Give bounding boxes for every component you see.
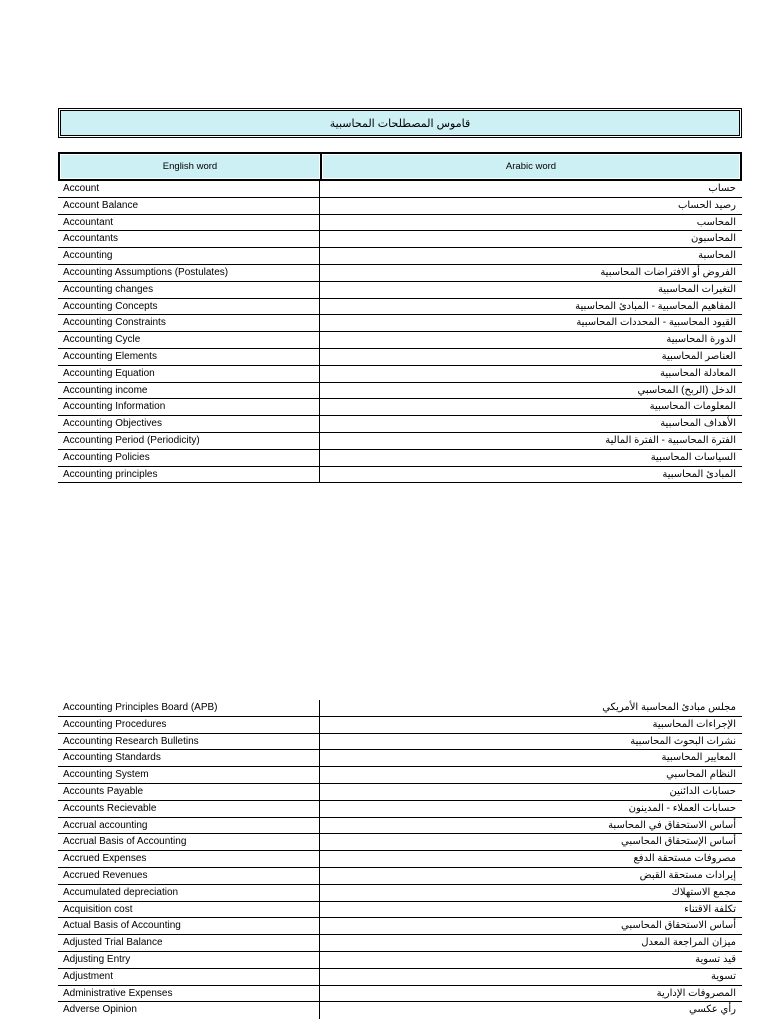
arabic-term: رصيد الحساب	[677, 199, 736, 211]
arabic-term: حسابات العملاء - المدينون	[628, 802, 736, 814]
table-row	[58, 433, 742, 450]
glossary-table-2	[58, 700, 742, 1019]
english-term: Adjustment	[58, 969, 320, 985]
table-header	[58, 152, 742, 181]
table-row	[58, 784, 742, 801]
arabic-term: قيد تسوية	[695, 953, 736, 965]
table-row	[58, 1002, 742, 1019]
arabic-term: المفاهيم المحاسبية - المبادئ المحاسبية	[575, 300, 736, 312]
english-term: Acquisition cost	[58, 902, 320, 918]
arabic-term: القيود المحاسبية - المحددات المحاسبية	[576, 317, 736, 329]
english-word-header: English word	[59, 153, 321, 180]
arabic-term: الدخل (الربح) المحاسبي	[637, 384, 736, 396]
arabic-term: المحاسبون	[690, 233, 736, 245]
arabic-term: أساس الاستحقاق في المحاسبة	[608, 819, 736, 831]
english-term: Accounting Procedures	[58, 717, 320, 733]
arabic-term: العناصر المحاسبية	[661, 350, 736, 362]
glossary-table-1	[58, 181, 742, 483]
table-row	[58, 851, 742, 868]
dictionary-title-text: قاموس المصطلحات المحاسبية	[329, 117, 471, 130]
english-term: Accounts Payable	[58, 784, 320, 800]
arabic-term: رأي عكسي	[689, 1004, 736, 1016]
arabic-term: تسوية	[710, 970, 736, 982]
english-term: Adjusted Trial Balance	[58, 935, 320, 951]
arabic-term: المبادئ المحاسبية	[662, 468, 736, 480]
table-row	[58, 198, 742, 215]
table-row	[58, 383, 742, 400]
arabic-term: الدورة المحاسبية	[666, 334, 736, 346]
table-row	[58, 467, 742, 484]
english-term: Adverse Opinion	[58, 1002, 320, 1019]
english-term: Accounting Research Bulletins	[58, 734, 320, 750]
arabic-term: المعلومات المحاسبية	[649, 401, 736, 413]
table-row	[58, 834, 742, 851]
english-term: Accounting Elements	[58, 349, 320, 365]
table-row	[58, 215, 742, 232]
english-term: Accrual accounting	[58, 818, 320, 834]
arabic-term: التغيرات المحاسبية	[657, 283, 736, 295]
table-row	[58, 265, 742, 282]
arabic-term: أساس الإستحقاق المحاسبي	[620, 836, 736, 848]
table-row	[58, 918, 742, 935]
arabic-term: إيرادات مستحقة القبض	[639, 869, 736, 881]
arabic-term: السياسات المحاسبية	[650, 451, 736, 463]
table-row	[58, 717, 742, 734]
english-term: Accounting principles	[58, 467, 320, 483]
arabic-term: الفروض أو الافتراضات المحاسبية	[600, 266, 736, 278]
table-row	[58, 801, 742, 818]
table-row	[58, 935, 742, 952]
english-term: Accumulated depreciation	[58, 885, 320, 901]
english-term: Accounting Constraints	[58, 315, 320, 331]
english-term: Accounting Assumptions (Postulates)	[58, 265, 320, 281]
table-row	[58, 315, 742, 332]
english-term: Accounting Principles Board (APB)	[58, 700, 320, 716]
table-row	[58, 902, 742, 919]
english-term: Accounting Period (Periodicity)	[58, 433, 320, 449]
english-term: Accounting Standards	[58, 750, 320, 766]
arabic-term: المصروفات الإدارية	[656, 987, 736, 999]
english-term: Adjusting Entry	[58, 952, 320, 968]
arabic-term: المحاسبة	[698, 250, 736, 262]
arabic-term: مجلس مبادئ المحاسبة الأمريكي	[602, 702, 736, 713]
dictionary-title	[58, 108, 742, 138]
arabic-term: الفترة المحاسبية - الفترة المالية	[605, 434, 736, 446]
english-term: Accounting Concepts	[58, 299, 320, 315]
english-term: Accounting Cycle	[58, 332, 320, 348]
table-row	[58, 818, 742, 835]
table-row	[58, 868, 742, 885]
arabic-term: المعادلة المحاسبية	[659, 367, 736, 379]
table-row	[58, 969, 742, 986]
table-row	[58, 366, 742, 383]
english-term: Accounts Recievable	[58, 801, 320, 817]
english-term: Account Balance	[58, 198, 320, 214]
english-term: Accounting Equation	[58, 366, 320, 382]
arabic-term: المحاسب	[696, 216, 736, 228]
english-term: Accrual Basis of Accounting	[58, 834, 320, 850]
english-term: Account	[58, 181, 320, 197]
table-row	[58, 450, 742, 467]
arabic-term: الإجراءات المحاسبية	[652, 718, 736, 730]
english-term: Accrued Expenses	[58, 851, 320, 867]
table-row	[58, 299, 742, 316]
english-term: Accrued Revenues	[58, 868, 320, 884]
table-row	[58, 399, 742, 416]
arabic-term: ميزان المراجعة المعدل	[641, 937, 736, 949]
english-term: Accounting income	[58, 383, 320, 399]
table-row	[58, 231, 742, 248]
table-row	[58, 332, 742, 349]
table-row	[58, 700, 742, 717]
table-row	[58, 248, 742, 265]
arabic-term: النظام المحاسبي	[666, 769, 736, 781]
arabic-term: أساس الاستحقاق المحاسبي	[620, 920, 736, 932]
table-row	[58, 885, 742, 902]
table-row	[58, 349, 742, 366]
english-term: Actual Basis of Accounting	[58, 918, 320, 934]
table-row	[58, 767, 742, 784]
english-term: Accounting Objectives	[58, 416, 320, 432]
english-term: Accounting System	[58, 767, 320, 783]
table-row	[58, 750, 742, 767]
table-row	[58, 416, 742, 433]
arabic-word-header: Arabic word	[321, 153, 741, 180]
english-term: Accountant	[58, 215, 320, 231]
arabic-term: المعايير المحاسبية	[661, 752, 736, 764]
english-term: Accounting Policies	[58, 450, 320, 466]
english-term: Accountants	[58, 231, 320, 247]
arabic-term: تكلفة الاقتناء	[684, 903, 736, 915]
arabic-term: مصروفات مستحقة الدفع	[633, 853, 736, 865]
arabic-term: نشرات البحوث المحاسبية	[630, 735, 736, 747]
table-row	[58, 952, 742, 969]
arabic-term: حسابات الدائنين	[669, 785, 736, 797]
table-row	[58, 282, 742, 299]
english-term: Accounting	[58, 248, 320, 264]
table-row	[58, 986, 742, 1003]
english-term: Administrative Expenses	[58, 986, 320, 1002]
arabic-term: حساب	[708, 183, 736, 194]
table-row	[58, 734, 742, 751]
arabic-term: مجمع الاستهلاك	[671, 886, 736, 898]
english-term: Accounting changes	[58, 282, 320, 298]
table-row	[58, 181, 742, 198]
arabic-term: الأهداف المحاسبية	[660, 418, 736, 430]
english-term: Accounting Information	[58, 399, 320, 415]
